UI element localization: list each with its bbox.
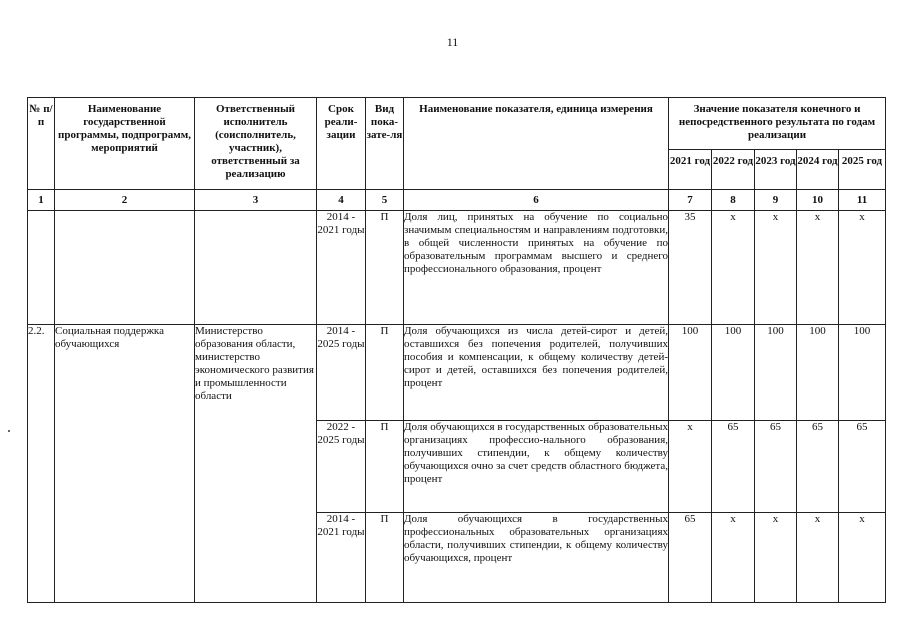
group-number: 2.2. [28,325,55,603]
column-number: 3 [195,190,317,211]
column-numbers-row [28,190,886,211]
value-2023: х [755,211,797,325]
header-year-2022: 2022 год [712,150,755,190]
term-cell: 2014 - 2025 годы [317,325,366,421]
column-number: 2 [55,190,195,211]
value-2025: х [839,211,886,325]
empty-number-cell [28,211,55,325]
empty-executor-cell [195,211,317,325]
value-2022: х [712,211,755,325]
value-2024: 100 [797,325,839,421]
column-number: 1 [28,190,55,211]
column-number: 10 [797,190,839,211]
header-kind: Вид пока-зате-ля [366,98,404,190]
term-cell: 2022 - 2025 годы [317,421,366,513]
column-number: 9 [755,190,797,211]
kind-cell: П [366,421,404,513]
value-2022: 100 [712,325,755,421]
header-program-name: Наименование государственной программы, подпрограмм, мероприятий [55,98,195,190]
value-2021: 35 [669,211,712,325]
value-2021: х [669,421,712,513]
header-year-2023: 2023 год [755,150,797,190]
scan-artifact-dot [8,430,10,432]
group-name: Социальная поддержка обучающихся [55,325,195,603]
empty-program-cell [55,211,195,325]
column-number: 5 [366,190,404,211]
table-row [28,325,886,421]
value-2024: х [797,513,839,603]
page-number: 11 [446,35,459,49]
indicator-cell: Доля лиц, принятых на обучение по социально значимым специальностям и направлениям подготовки, в общей численности принятых на обучение по образовательным программам высшего и среднего профессионального образования, процент [404,211,669,325]
header-year-2021: 2021 год [669,150,712,190]
value-2022: 65 [712,421,755,513]
value-2021: 65 [669,513,712,603]
column-number: 8 [712,190,755,211]
value-2025: 65 [839,421,886,513]
value-2023: х [755,513,797,603]
header-year-2025: 2025 год [839,150,886,190]
value-2025: х [839,513,886,603]
indicator-cell: Доля обучающихся в государственных образовательных организациях профессио-нального образования, получивших стипендии, к общему количеству обучающихся очно за счет средств областного бюджета, процент [404,421,669,513]
header-year-2024: 2024 год [797,150,839,190]
indicators-table [27,97,886,603]
column-number: 6 [404,190,669,211]
kind-cell: П [366,513,404,603]
value-2022: х [712,513,755,603]
column-number: 4 [317,190,366,211]
column-number: 11 [839,190,886,211]
value-2024: 65 [797,421,839,513]
kind-cell: П [366,325,404,421]
header-values-group: Значение показателя конечного и непосредственного результата по годам реализации [669,98,886,150]
header-executor: Ответственный исполнитель (соисполнитель, участник), ответственный за реализацию [195,98,317,190]
value-2021: 100 [669,325,712,421]
column-number: 7 [669,190,712,211]
group-executor: Министерство образования области, министерство экономического развития и промышленности области [195,325,317,603]
table-row [28,211,886,325]
term-cell: 2014 - 2021 годы [317,513,366,603]
value-2023: 65 [755,421,797,513]
value-2023: 100 [755,325,797,421]
kind-cell: П [366,211,404,325]
header-indicator-name: Наименование показателя, единица измерения [404,98,669,190]
value-2025: 100 [839,325,886,421]
value-2024: х [797,211,839,325]
indicator-cell: Доля обучающихся из числа детей-сирот и детей, оставшихся без попечения родителей, получивших пособия и компенсации, к общему количеству детей-сирот и детей, оставшихся без попечения родителей, процент [404,325,669,421]
header-term: Срок реали-зации [317,98,366,190]
indicator-cell: Доля обучающихся в государственных профессиональных образовательных организациях области, получивших стипендии, к общему количеству обучающихся, процент [404,513,669,603]
term-cell: 2014 - 2021 годы [317,211,366,325]
header-number: № п/п [28,98,55,190]
